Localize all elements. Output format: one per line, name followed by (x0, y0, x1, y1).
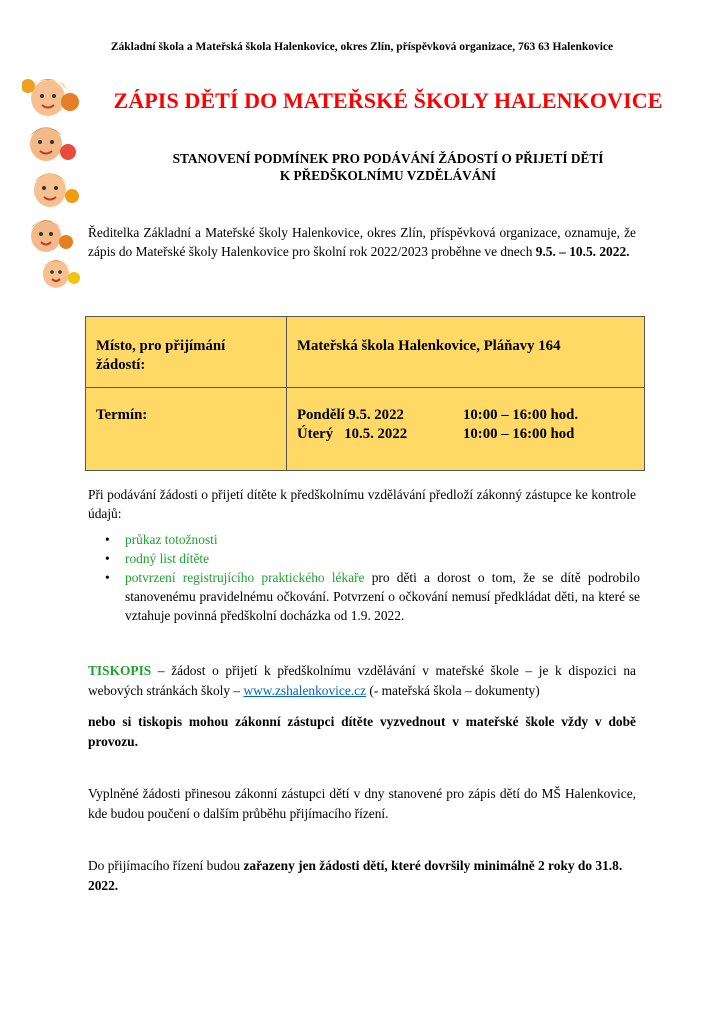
documents-intro: Při podávání žádosti o přijetí dítěte k předškolnímu vzdělávání předloží zákonný zástupce ke kontrole údajů: (88, 487, 636, 521)
list-item (105, 568, 640, 625)
school-header: Základní škola a Mateřská škola Halenkovice, okres Zlín, příspěvková organizace, 763 63 Halenkovice (110, 41, 614, 53)
document-name: potvrzení registrujícího praktického lékaře (125, 570, 365, 585)
subtitle-line-1: STANOVENÍ PODMÍNEK PRO PODÁVÁNÍ ŽÁDOSTÍ O PŘIJETÍ DĚTÍ (172, 151, 604, 166)
term-time: 10:00 – 16:00 hod. (463, 407, 579, 423)
term-day: Pondělí 9.5. 2022 (297, 407, 404, 423)
place-row (86, 317, 645, 388)
bullet-icon: • (105, 551, 110, 566)
place-label-cell (86, 317, 287, 388)
subtitle-line-2: K PŘEDŠKOLNÍMU VZDĚLÁVÁNÍ (279, 168, 497, 183)
term-label-cell (86, 388, 287, 471)
eligibility-condition: zařazeny jen žádosti dětí, které dovršily minimálně 2 roky do 31.8. 2022. (88, 858, 623, 893)
term-entry (297, 406, 634, 425)
term-entry (297, 425, 634, 444)
place-value-cell (287, 317, 645, 388)
intro-text: Ředitelka Základní a Mateřské školy Halenkovice, okres Zlín, příspěvková organizace, oznamuje, že zápis do Mateřské školy Halenkovice pro školní rok 2022/2023 proběhne ve dnech (88, 225, 636, 259)
place-label: Místo, pro přijímání žádostí: (96, 338, 226, 373)
term-day: Úterý 10.5. 2022 (297, 426, 408, 442)
form-pickup-note: nebo si tiskopis mohou zákonní zástupci dítěte vyzvednout v mateřské škole vždy v době provozu. (88, 714, 636, 749)
term-row (86, 388, 645, 471)
school-website-link[interactable]: www.zshalenkovice.cz (243, 682, 367, 698)
enrollment-info-table (85, 316, 645, 471)
place-value: Mateřská škola Halenkovice, Pláňavy 164 (297, 338, 561, 354)
form-info-suffix: (- mateřská škola – dokumenty) (366, 682, 540, 698)
document-name: rodný list dítěte (125, 551, 210, 566)
form-info-paragraph (88, 661, 636, 700)
document-note: pro děti a dorost o tom, že se dítě podrobilo stanovenému pravidelnému očkování. Potvrzení o očkování nemusí předkládat děti, na které se vztahuje povinná předškolní docházka od 1.9. 2022. (125, 570, 640, 623)
submission-paragraph: Vyplněné žádosti přinesou zákonní zástupci dětí v dny stanovené pro zápis dětí do MŠ Halenkovice, kde budou poučení o dalším průběhu přijímacího řízení. (88, 786, 636, 821)
enrollment-dates: 9.5. – 10.5. 2022. (535, 243, 630, 259)
page-title: ZÁPIS DĚTÍ DO MATEŘSKÉ ŠKOLY HALENKOVICE (113, 88, 663, 113)
required-documents-list (105, 530, 640, 625)
eligibility-text: Do přijímacího řízení budou (88, 858, 244, 873)
list-item (105, 549, 640, 568)
document-name: průkaz totožnosti (125, 532, 218, 547)
bullet-icon: • (105, 532, 110, 547)
intro-paragraph (88, 224, 636, 261)
term-time: 10:00 – 16:00 hod (463, 426, 575, 442)
list-item (105, 530, 640, 549)
bullet-icon: • (105, 570, 110, 585)
term-label: Termín: (96, 407, 148, 423)
eligibility-paragraph (88, 856, 636, 895)
subtitle (88, 150, 688, 184)
form-keyword: TISKOPIS (88, 663, 152, 678)
form-info-text: – žádost o přijetí k předškolnímu vzdělávání v mateřské škole – je k dispozici na webových stránkách školy – (88, 663, 636, 698)
children-illustration (22, 72, 86, 292)
term-value-cell (287, 388, 645, 471)
